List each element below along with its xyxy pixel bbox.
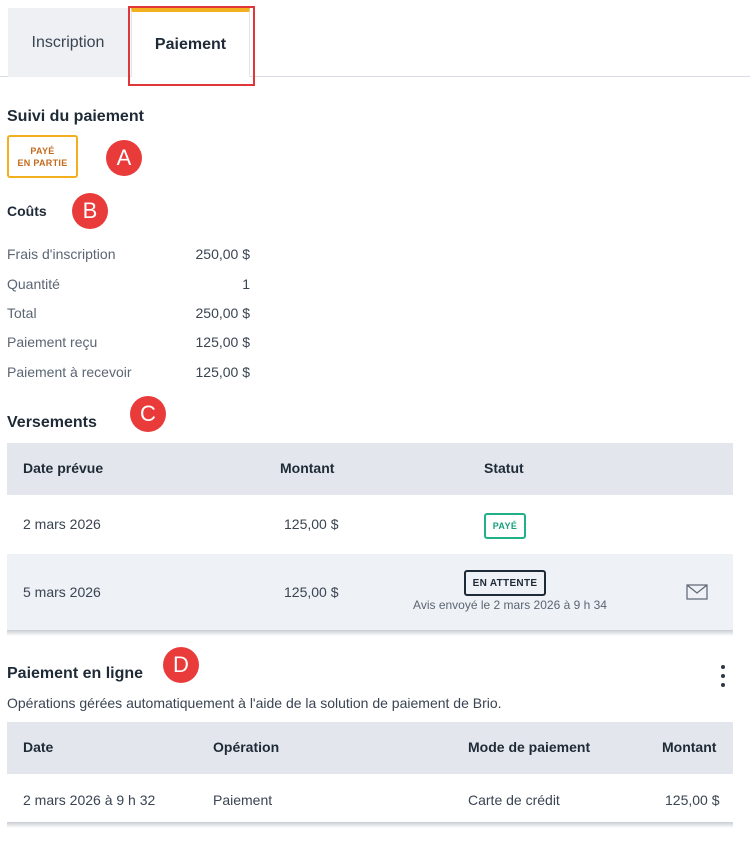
installments-title: Versements [7, 414, 97, 431]
column-header-amount: Montant [662, 739, 717, 755]
cost-label: Total [7, 305, 37, 321]
status-badge-line1: PAYÉ [30, 145, 55, 156]
status-badge-paid-text: PAYÉ [492, 521, 518, 531]
installment-amount: 125,00 $ [284, 516, 339, 532]
status-badge-pending-text: EN ATTENTE [472, 577, 538, 589]
marker-d: D [163, 647, 199, 683]
table-bottom-shadow [7, 822, 733, 828]
online-table-header [7, 722, 733, 774]
cost-label: Quantité [7, 276, 60, 292]
tab-bar [0, 0, 750, 77]
marker-b: B [72, 193, 108, 229]
costs-title: Coûts [7, 203, 47, 219]
installment-amount: 125,00 $ [284, 584, 339, 600]
tab-inscription[interactable]: Inscription [8, 8, 128, 77]
tab-paiement[interactable]: Paiement [131, 8, 250, 77]
cost-row-quantity [7, 276, 250, 298]
table-row [7, 774, 733, 824]
online-payment-title: Paiement en ligne [7, 665, 144, 682]
mail-icon[interactable] [686, 584, 708, 600]
cost-row-fees [7, 246, 250, 268]
cost-row-total [7, 305, 250, 327]
cost-value: 1 [242, 276, 250, 292]
cost-row-due [7, 364, 250, 386]
column-header-amount: Montant [280, 460, 335, 476]
cost-row-received [7, 334, 250, 356]
online-date: 2 mars 2026 à 9 h 32 [23, 792, 156, 808]
status-badge-partial [7, 135, 78, 178]
cost-label: Frais d'inscription [7, 246, 116, 262]
column-header-operation: Opération [213, 739, 280, 755]
table-bottom-shadow [7, 630, 733, 636]
column-header-date: Date [23, 739, 54, 755]
status-badge-line2: EN PARTIE [17, 157, 68, 168]
more-vertical-icon[interactable] [716, 665, 730, 687]
tracking-title: Suivi du paiement [7, 108, 144, 125]
online-operation: Paiement [213, 792, 273, 808]
column-header-method: Mode de paiement [468, 739, 591, 755]
online-payment-description: Opérations gérées automatiquement à l'aide de la solution de paiement de Brio. [7, 695, 502, 711]
online-amount: 125,00 $ [665, 792, 720, 808]
installment-date: 2 mars 2026 [23, 516, 101, 532]
online-method: Carte de crédit [468, 792, 560, 808]
installment-date: 5 mars 2026 [23, 584, 101, 600]
cost-label: Paiement reçu [7, 334, 98, 350]
table-row [7, 495, 733, 554]
cost-value: 250,00 $ [195, 305, 250, 321]
installments-table-header [7, 443, 733, 495]
column-header-date: Date prévue [23, 460, 104, 476]
cost-value: 250,00 $ [195, 246, 250, 262]
status-badge-pending [464, 570, 546, 596]
column-header-status: Statut [484, 460, 524, 476]
cost-value: 125,00 $ [195, 364, 250, 380]
status-badge-paid [484, 513, 526, 539]
cost-label: Paiement à recevoir [7, 364, 132, 380]
marker-a: A [106, 140, 142, 176]
table-row [7, 554, 733, 630]
cost-value: 125,00 $ [195, 334, 250, 350]
notice-sent-text: Avis envoyé le 2 mars 2026 à 9 h 34 [413, 598, 607, 612]
marker-c: C [130, 396, 166, 432]
